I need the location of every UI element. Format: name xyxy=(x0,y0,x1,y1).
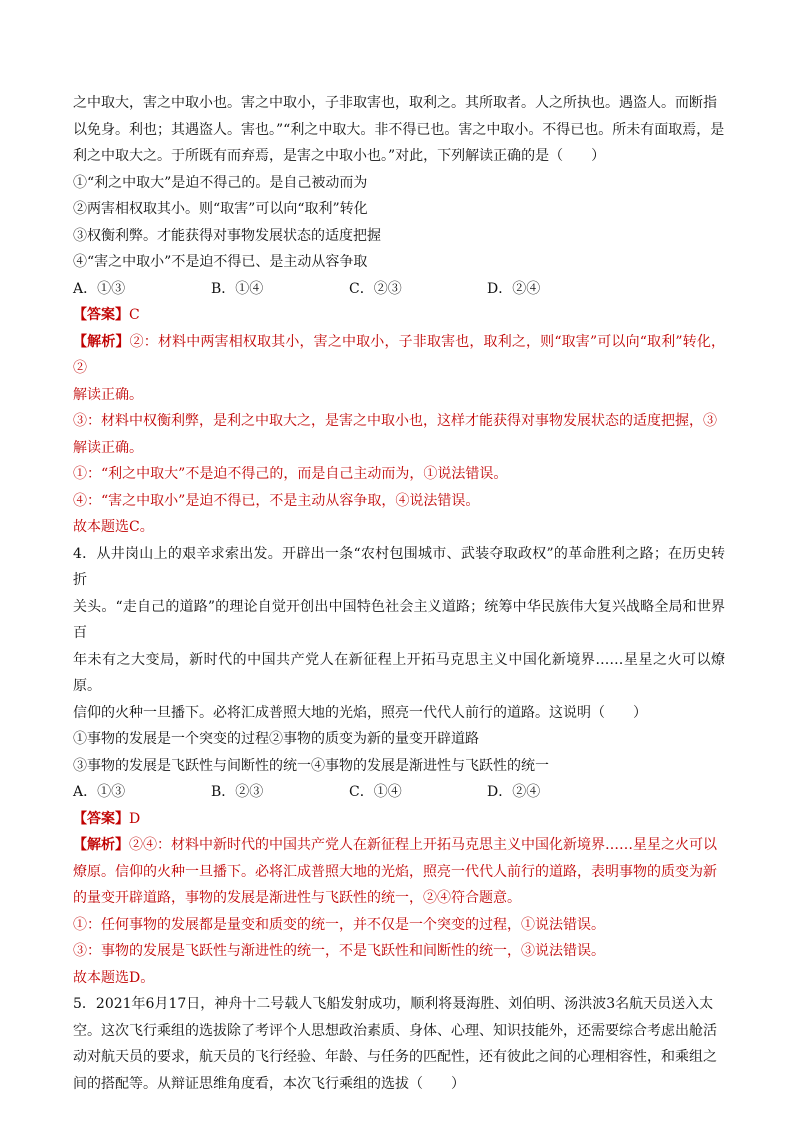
question-5 xyxy=(73,991,725,1097)
option-d: D．②④ xyxy=(487,280,541,297)
choice-statement: ①“利之中取大”是迫不得己的。是自己被动而为 xyxy=(73,174,368,191)
answer-label: 【答案】 xyxy=(73,810,129,827)
analysis-label: 【解析】 xyxy=(73,333,130,350)
question-4 xyxy=(73,541,725,992)
question-stem-line: 5．2021年6月17日，神舟十二号载人飞船发射成功，顺利将聂海胜、刘伯明、汤洪波3名航天员送入太 xyxy=(73,996,714,1012)
option-b: B．①④ xyxy=(211,280,264,297)
answer-options xyxy=(73,276,725,303)
analysis-label: 【解析】 xyxy=(73,837,129,853)
question-stem-line: 4．从井岗山上的艰辛求索出发。开辟出一条“农村包围城市、武装夺取政权”的革命胜利之路；在历史转折 xyxy=(73,545,725,588)
question-stem-line: 空。这次飞行乘组的选拔除了考评个人思想政治素质、身体、心理、知识技能外，还需要综合考虑出舱活 xyxy=(73,1022,717,1039)
question-stem-line: 信仰的火种一旦播下。必将汇成普照大地的光焰，照亮一代代人前行的道路。这说明（ ） xyxy=(73,704,647,721)
question-stem-line: 动对航天员的要求，航天员的飞行经验、年龄、与任务的匹配性，还有彼此之间的心理相容性，和乘组之 xyxy=(73,1049,717,1065)
answer-label: 【答案】 xyxy=(73,307,129,323)
analysis-line xyxy=(73,329,725,382)
answer-line xyxy=(73,806,725,833)
answer-value: C xyxy=(129,307,140,323)
analysis-line: ①：“利之中取大”不是迫不得己的，而是自己主动而为，①说法错误。 xyxy=(73,466,508,482)
analysis-line: ①：任何事物的发展都是量变和质变的统一，并不仅是一个突变的过程，①说法错误。 xyxy=(73,916,605,933)
choice-statement: ①事物的发展是一个突变的过程②事物的质变为新的量变开辟道路 xyxy=(73,731,479,747)
analysis-line: 故本题选C。 xyxy=(73,519,154,535)
question-stem-line: 以免身。利也；其遇盗人。害也。”“利之中取大。非不得已也。害之中取小。不得已也。所未有面取焉，是 xyxy=(73,121,725,138)
answer-value: D xyxy=(129,810,141,827)
choice-statement: ④“害之中取小”不是迫不得已、是主动从容争取 xyxy=(73,254,368,270)
question-3 xyxy=(73,90,725,541)
analysis-line: 燎原。信仰的火种一旦播下。必将汇成普照大地的光焰，照亮一代代人前行的道路，表明事物的质变为新 xyxy=(73,863,717,880)
question-stem-line: 之中取大，害之中取小也。害之中取小，子非取害也，取利之。其所取者。人之所执也。遇盗人。而断指 xyxy=(73,95,717,111)
analysis-text: ②：材料中两害相权取其小，害之中取小，子非取害也，取利之，则“取害”可以向“取利”转化，② xyxy=(73,333,726,376)
analysis-line xyxy=(73,832,725,859)
answer-options xyxy=(73,779,725,806)
analysis-line: ③：事物的发展是飞跃性与渐进性的统一，不是飞跃性和间断性的统一，③说法错误。 xyxy=(73,943,605,959)
analysis-line: 解读正确。 xyxy=(73,439,143,456)
answer-line xyxy=(73,302,725,329)
question-stem-line: 间的搭配等。从辩证思维角度看，本次飞行乘组的选拔（ ） xyxy=(73,1075,465,1092)
analysis-line: 的量变开辟道路，事物的发展是渐进性与飞跃性的统一，②④符合题意。 xyxy=(73,890,521,906)
option-a: A．①③ xyxy=(73,280,126,297)
choice-statement: ③权衡利弊。才能获得对事物发展状态的适度把握 xyxy=(73,227,381,244)
analysis-text: ②④：材料中新时代的中国共产党人在新征程上开拓马克思主义中国化新境界……星星之火可以 xyxy=(129,837,717,853)
question-stem-line: 利之中取大之。于所既有而弃焉，是害之中取小也。”对此，下列解读正确的是（ ） xyxy=(73,148,606,164)
analysis-line: 解读正确。 xyxy=(73,386,143,403)
option-c: C．①④ xyxy=(349,784,402,800)
analysis-line: ④：“害之中取小”是迫不得已，不是主动从容争取，④说法错误。 xyxy=(73,492,480,509)
question-stem-line: 关头。“走自己的道路”的理论自觉开创出中国特色社会主义道路；统筹中华民族伟大复兴战略全局和世界百 xyxy=(73,598,725,641)
choice-statement: ②两害相权取其小。则“取害”可以向“取利”转化 xyxy=(73,201,368,217)
question-stem-line: 年未有之大变局，新时代的中国共产党人在新征程上开拓马克思主义中国化新境界……星星之火可以燎原。 xyxy=(73,651,725,694)
option-a: A．①③ xyxy=(73,784,126,800)
analysis-line: ③：材料中权衡利弊，是利之中取大之，是害之中取小也，这样才能获得对事物发展状态的适度把握，③ xyxy=(73,413,717,429)
option-d: D．②④ xyxy=(487,784,541,800)
page-content xyxy=(73,90,725,1097)
option-c: C．②③ xyxy=(349,280,402,297)
choice-statement: ③事物的发展是飞跃性与间断性的统一④事物的发展是渐进性与飞跃性的统一 xyxy=(73,757,549,774)
analysis-line: 故本题选D。 xyxy=(73,969,155,986)
option-b: B．②③ xyxy=(211,784,264,800)
